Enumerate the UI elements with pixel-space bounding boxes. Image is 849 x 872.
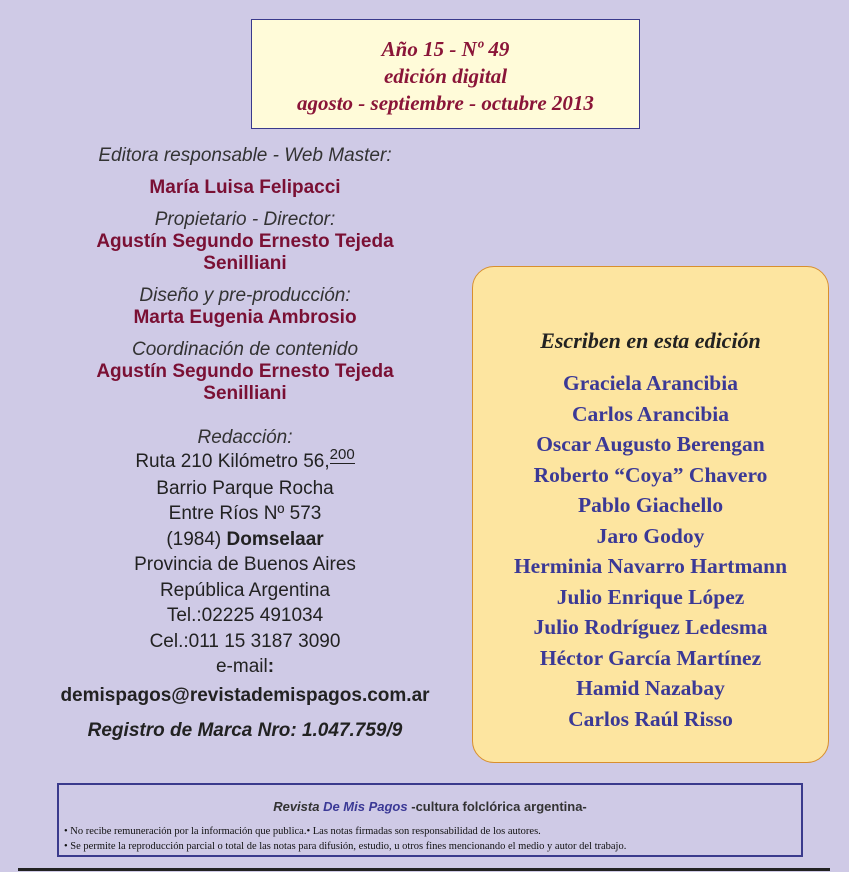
credits-column [40,145,450,742]
address-province: Provincia de Buenos Aires [134,554,356,575]
footer-title [59,799,801,814]
address-city-name: Domselaar [226,528,324,550]
writers-list [473,368,828,734]
address-country: República Argentina [159,579,331,601]
owner-name-1: Agustín Segundo Ernesto Tejeda [96,231,394,252]
owner-role: Propietario - Director: [154,209,336,230]
email-label [40,654,450,680]
writer-item: Carlos Arancibia [571,401,730,426]
address-street: Entre Ríos Nº 573 [168,503,322,524]
design-role: Diseño y pre-producción: [139,285,351,306]
edition-header [251,19,640,129]
edition-year-number: Año 15 - Nº 49 [381,37,510,61]
address-tel: Tel.:02225 491034 [166,605,324,626]
address-route-text: Ruta 210 Kilómetro 56, [135,451,330,472]
writer-item: Carlos Raúl Risso [568,706,733,731]
writer-item: Julio Rodríguez Ledesma [533,615,768,639]
footer-revista: Revista [273,799,320,814]
footer-note-2: • Se permite la reproducción parcial o total de las notas para difusión, estudio, u otros fines mencionando el medio y autor del trabajo. [64,841,627,852]
owner-name-2: Senilliani [203,253,287,274]
footer-brand: De Mis Pagos [323,799,408,814]
address-city [40,527,450,553]
writer-item: Julio Enrique López [556,584,745,609]
email-label-colon: : [267,656,275,677]
writers-title: Escriben en esta edición [540,328,761,353]
footer-tagline: -cultura folclórica argentina- [411,799,587,814]
editor-role: Editora responsable - Web Master: [98,145,392,166]
bottom-divider [18,868,830,871]
writer-item: Oscar Augusto Berengan [536,432,765,456]
address-route [40,446,450,476]
writer-item: Herminia Navarro Hartmann [513,554,788,578]
content-name-1: Agustín Segundo Ernesto Tejeda [96,361,394,382]
writers-panel [472,266,829,763]
address-barrio: Barrio Parque Rocha [156,477,334,499]
trademark-registration: Registro de Marca Nro: 1.047.759/9 [87,719,403,741]
design-name: Marta Eugenia Ambrosio [133,307,357,328]
writer-item: Pablo Giachello [577,493,724,517]
address-route-sup: 200 [329,446,355,463]
footer-note-1: • No recibe remuneración por la información que publica.• Las notas firmadas son responsabilidad de los autores. [64,826,541,837]
edition-period: agosto - septiembre - octubre 2013 [297,91,594,115]
content-name-2: Senilliani [203,383,287,404]
email-address[interactable]: demispagos@revistademispagos.com.ar [60,684,430,706]
editor-name: María Luisa Felipacci [149,177,341,198]
writer-item: Héctor García Martínez [539,645,762,670]
redaccion-label: Redacción: [197,427,293,448]
address-postal: (1984) [166,528,222,550]
edition-type: edición digital [383,64,508,88]
writer-item: Jaro Godoy [596,523,705,548]
writer-item: Hamid Nazabay [576,676,725,700]
address-cel: Cel.:011 15 3187 3090 [149,630,341,652]
writer-item: Graciela Arancibia [563,371,738,395]
footer-notes [59,824,801,854]
content-role: Coordinación de contenido [131,339,359,360]
email-label-text: e-mail [215,656,268,677]
footer-notice [57,783,803,857]
writer-item: Roberto “Coya” Chavero [533,462,768,487]
